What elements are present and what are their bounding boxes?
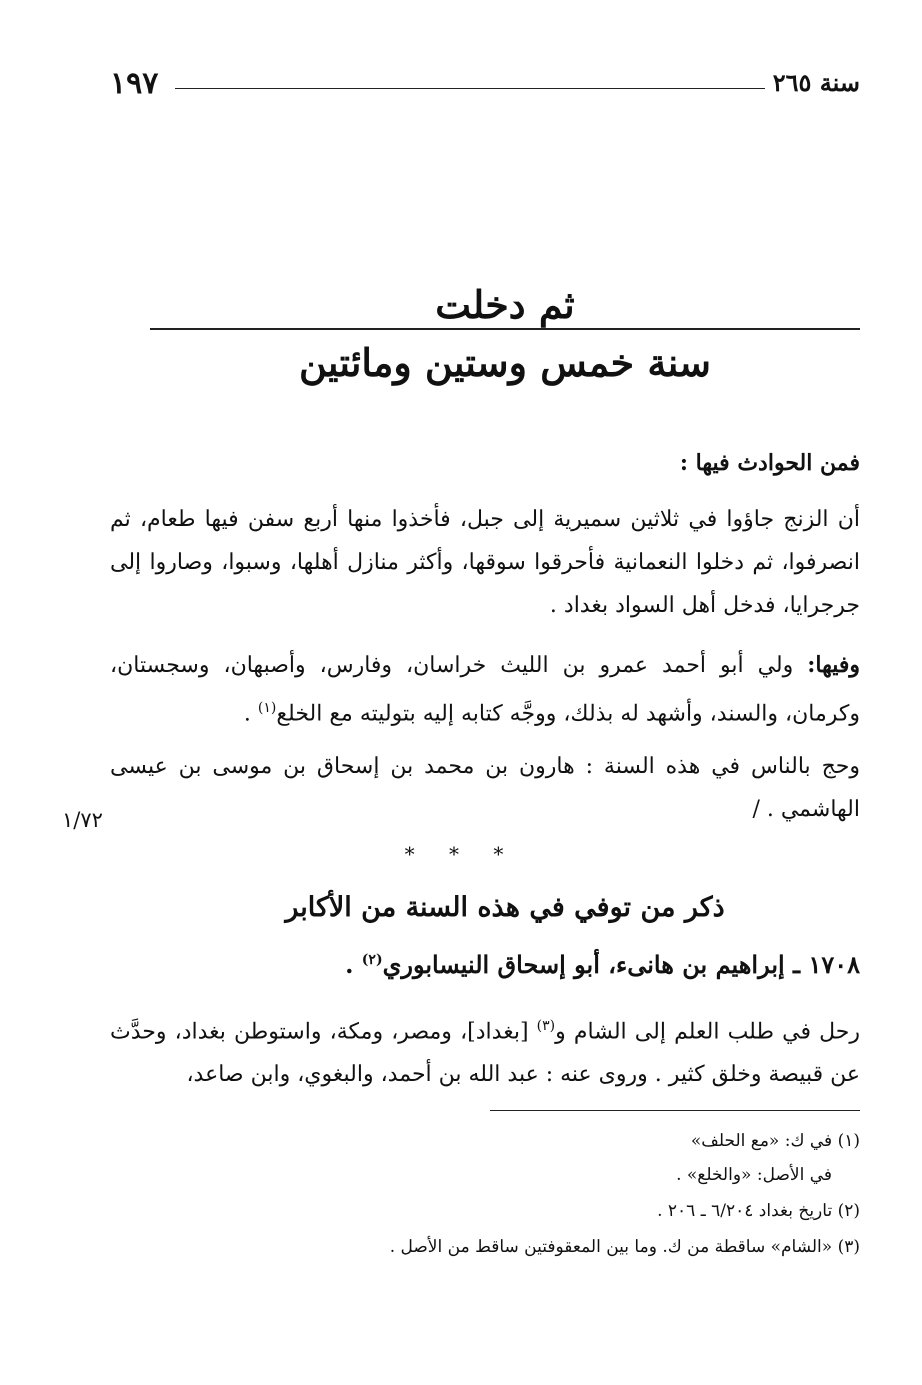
chapter-title-line2: سنة خمس وستين ومائتين xyxy=(298,340,712,385)
footnote-3: (٣) «الشام» ساقطة من ك. وما بين المعقوفتين ساقط من الأصل . xyxy=(389,1237,860,1257)
paragraph-4-a: رحل في طلب العلم إلى الشام و xyxy=(555,1019,860,1045)
page-number: ١٩٧ xyxy=(110,66,159,101)
intro-heading: فمن الحوادث فيها : xyxy=(679,450,860,476)
paragraph-4-b: [بغداد]، ومصر، ومكة، واستوطن بغداد، وحدَّث عن قبيصة وخلق كثير . وروى عنه : عبد الله بن أحمد، والبغوي، وابن صاعد، xyxy=(110,1019,860,1088)
paragraph-3: وحج بالناس في هذه السنة : هارون بن محمد بن إسحاق بن موسى بن عيسى الهاشمي . / xyxy=(110,754,860,822)
paragraph-2-body: ولي أبو أحمد عمرو بن الليث خراسان، وفارس، وأصبهان، وسجستان، وكرمان، والسند، وأشهد له بذلك، ووجَّه كتابه إليه بتوليته مع الخلع xyxy=(110,653,860,727)
entry-end: . xyxy=(345,950,362,979)
footnote-ref-3: (٣) xyxy=(536,1018,556,1034)
footnote-1-continued: في الأصل: «والخلع» . xyxy=(676,1165,832,1185)
entry-text: ١٧٠٨ ـ إبراهيم بن هانىء، أبو إسحاق النيسابوري xyxy=(382,950,860,979)
running-header xyxy=(110,62,860,102)
separator-stars: * * * xyxy=(404,842,518,866)
chapter-title-line1: ثم دخلت xyxy=(435,282,575,327)
biography-entry-heading xyxy=(345,950,860,979)
paragraph-4 xyxy=(110,1005,860,1096)
header-rule xyxy=(175,88,765,89)
margin-folio-note: ١/٧٢ xyxy=(62,808,103,832)
running-title: سنة ٢٦٥ xyxy=(772,68,860,97)
section-heading: ذكر من توفي في هذه السنة من الأكابر xyxy=(285,892,725,923)
paragraph-1: أن الزنج جاؤوا في ثلاثين سميرية إلى جبل، فأخذوا منها أربع سفن فيها طعام، ثم انصرفوا، ثم دخلوا النعمانية فأحرقوا سوقها، وأكثر منازل أهلها، وسبوا، وصاروا إلى جرجرايا، فدخل أهل السواد بغداد . xyxy=(110,507,861,618)
footnote-rule xyxy=(490,1110,860,1111)
footnote-ref-2: (٢) xyxy=(361,952,383,968)
footnote-2: (٢) تاريخ بغداد ٦/٢٠٤ ـ ٢٠٦ . xyxy=(657,1201,860,1221)
title-rule xyxy=(150,328,860,330)
paragraph-2 xyxy=(110,644,860,735)
paragraph-2-end: . xyxy=(243,701,258,727)
footnote-1: (١) في ك: «مع الحلف» xyxy=(690,1131,860,1151)
paragraph-2-lead: وفيها: xyxy=(807,652,860,678)
footnote-ref-1: (١) xyxy=(257,700,277,716)
